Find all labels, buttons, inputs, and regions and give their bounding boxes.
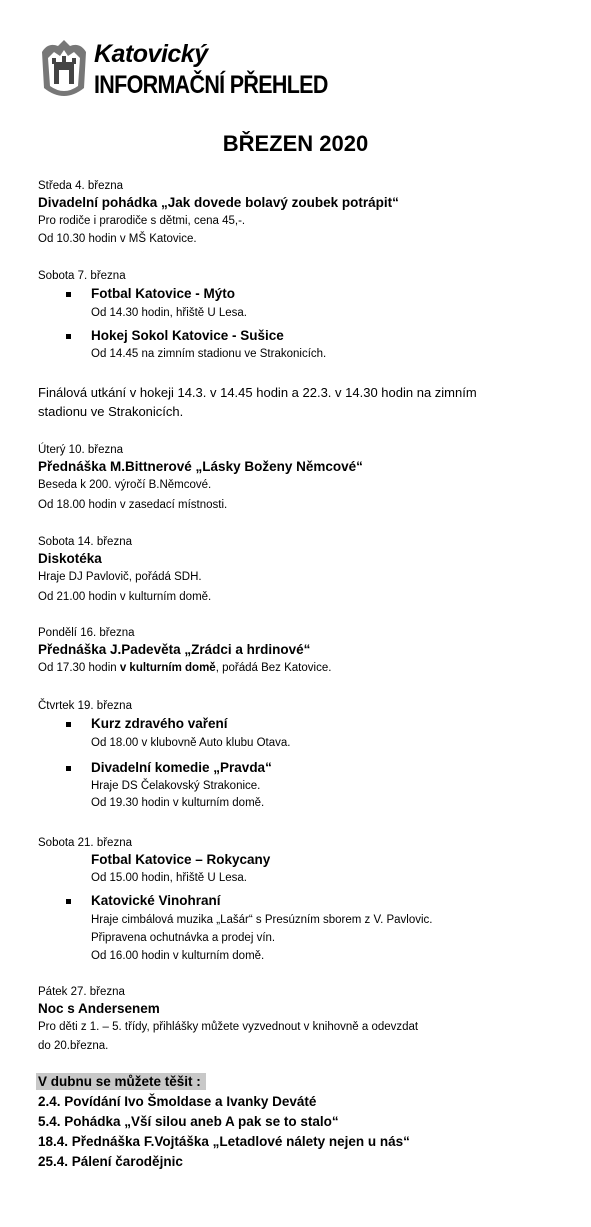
event-date: Čtvrtek 19. března <box>38 700 132 712</box>
event-heading: Divadelní pohádka „Jak dovede bolavý zoubek potrápit“ <box>38 195 399 210</box>
event-item-detail: Hraje DS Čelakovský Strakonice. <box>91 780 261 792</box>
event-item-detail: Od 18.00 v klubovně Auto klubu Otava. <box>91 737 291 749</box>
event-heading: Přednáška M.Bittnerové „Lásky Boženy Němcové“ <box>38 459 363 474</box>
event-detail: Pro rodiče i prarodiče s dětmi, cena 45,-. <box>38 215 246 227</box>
event-detail: do 20.března. <box>38 1040 109 1052</box>
april-item: 25.4. Pálení čarodějnic <box>38 1154 183 1169</box>
event-item-title: Katovické Vinohraní <box>91 893 221 908</box>
april-item: 5.4. Pohádka „Vší silou aneb A pak se to stalo“ <box>38 1114 339 1129</box>
event-date: Sobota 14. března <box>38 536 132 548</box>
note-line: stadionu ve Strakonicích. <box>38 404 184 419</box>
event-item-title: Kurz zdravého vaření <box>91 716 228 731</box>
event-detail: Od 10.30 hodin v MŠ Katovice. <box>38 233 197 245</box>
brand-line-1: Katovický <box>94 40 208 68</box>
event-date: Sobota 21. března <box>38 837 132 849</box>
bullet-icon <box>66 292 71 297</box>
header <box>38 38 338 108</box>
event-date: Úterý 10. března <box>38 444 124 456</box>
event-item-title: Fotbal Katovice - Mýto <box>91 286 236 301</box>
event-heading: Přednáška J.Padevěta „Zrádci a hrdinové“ <box>38 642 311 657</box>
bullet-icon <box>66 899 71 904</box>
event-detail: Od 21.00 hodin v kulturním domě. <box>38 591 212 603</box>
event-item-detail: Od 19.30 hodin v kulturním domě. <box>91 797 265 809</box>
event-detail: Od 18.00 hodin v zasedací místnosti. <box>38 499 228 511</box>
katovice-coat-of-arms-icon <box>38 38 90 102</box>
event-detail: Beseda k 200. výročí B.Němcové. <box>38 479 212 491</box>
event-item-title: Divadelní komedie „Pravda“ <box>91 760 272 775</box>
april-item: 2.4. Povídání Ivo Šmoldase a Ivanky Deváté <box>38 1094 317 1109</box>
event-item-detail: Od 14.30 hodin, hřiště U Lesa. <box>91 307 247 319</box>
event-date: Pátek 27. března <box>38 986 125 998</box>
event-detail-part: , pořádá Bez Katovice. <box>215 662 332 674</box>
event-detail <box>38 660 331 676</box>
bullet-icon <box>66 766 71 771</box>
bullet-icon <box>66 334 71 339</box>
event-detail-part: Od 17.30 hodin <box>38 662 120 674</box>
brand-line-2: INFORMAČNÍ PŘEHLED <box>94 71 328 99</box>
event-item-title: Fotbal Katovice – Rokycany <box>91 852 271 867</box>
event-item-detail: Od 15.00 hodin, hřiště U Lesa. <box>91 872 247 884</box>
event-item-detail: Hraje cimbálová muzika „Lašár“ s Presúzním sborem z V. Pavlovic. <box>91 914 433 926</box>
note-line: Finálová utkání v hokeji 14.3. v 14.45 hodin a 22.3. v 14.30 hodin na zimním <box>38 385 477 400</box>
event-date: Středa 4. března <box>38 180 124 192</box>
event-item-detail: Připravena ochutnávka a prodej vín. <box>91 932 276 944</box>
page-title: BŘEZEN 2020 <box>222 131 369 156</box>
event-detail-venue: v kulturním domě <box>119 662 216 674</box>
april-heading: V dubnu se můžete těšit : <box>38 1074 201 1089</box>
april-item: 18.4. Přednáška F.Vojtáška „Letadlové nálety nejen u nás“ <box>38 1134 410 1149</box>
bullet-icon <box>66 722 71 727</box>
event-detail: Hraje DJ Pavlovič, pořádá SDH. <box>38 571 202 583</box>
event-date: Pondělí 16. března <box>38 627 135 639</box>
event-heading: Noc s Andersenem <box>38 1001 160 1016</box>
event-item-detail: Od 14.45 na zimním stadionu ve Strakonicích. <box>91 348 327 360</box>
event-item-title: Hokej Sokol Katovice - Sušice <box>91 328 284 343</box>
event-heading: Diskotéka <box>38 551 102 566</box>
event-item-detail: Od 16.00 hodin v kulturním domě. <box>91 950 265 962</box>
event-detail: Pro děti z 1. – 5. třídy, přihlášky můžete vyzvednout v knihovně a odevzdat <box>38 1021 419 1033</box>
event-date: Sobota 7. března <box>38 270 126 282</box>
